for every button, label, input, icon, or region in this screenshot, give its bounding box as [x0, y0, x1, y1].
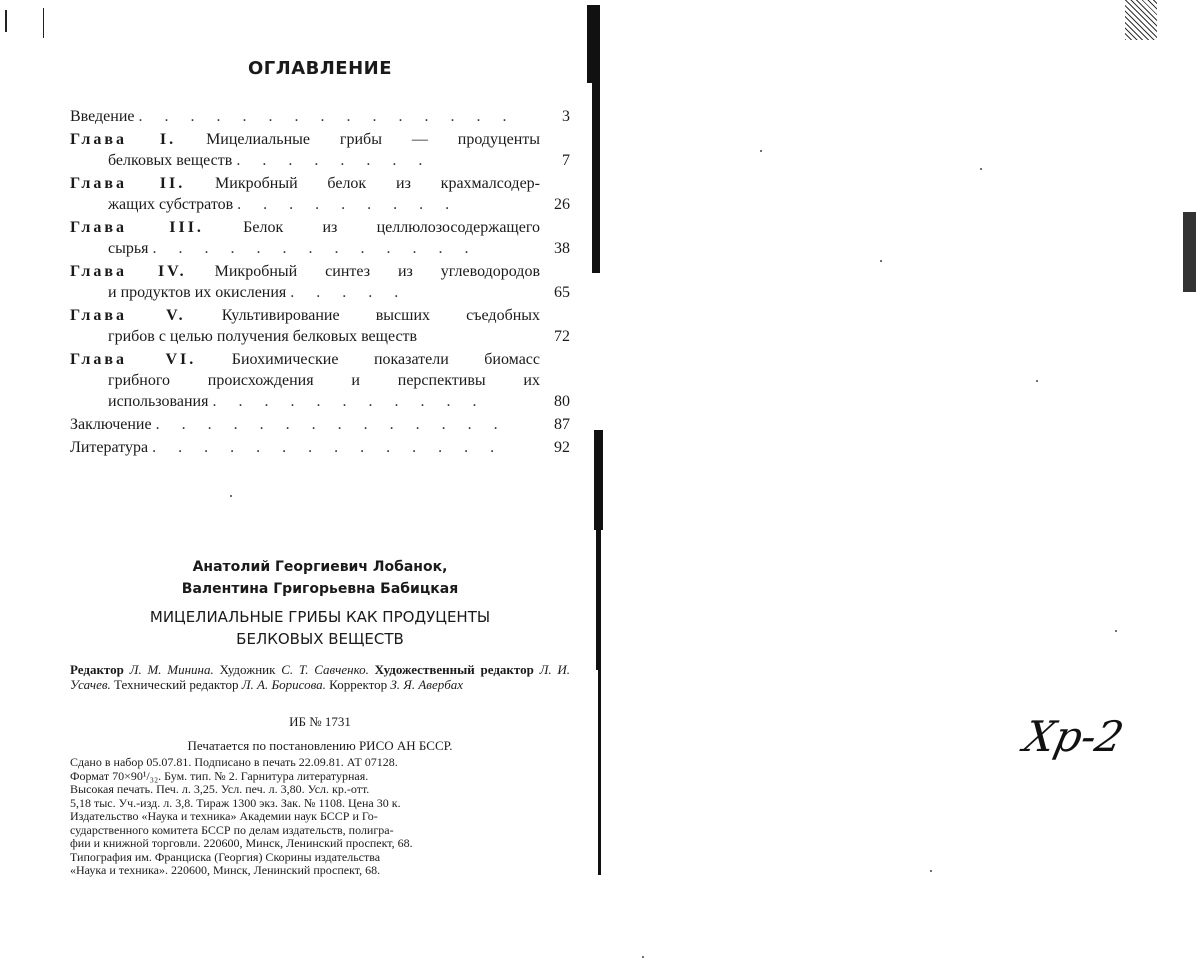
scan-edge-mark [5, 10, 7, 32]
toc-entry-title: жащих субстратов [108, 196, 234, 213]
print-line: сударственного комитета БССР по делам издательств, полигра- [70, 822, 394, 837]
print-line: «Наука и техника». 220600, Минск, Ленинский проспект, 68. [70, 863, 381, 877]
credit-label: Художник [219, 662, 276, 677]
toc-entry-title: Заключение [70, 416, 152, 433]
scan-speck [930, 870, 932, 872]
book-title-line: МИЦЕЛИАЛЬНЫЕ ГРИБЫ КАК ПРОДУЦЕНТЫ [149, 608, 491, 626]
book-spine-shadow [587, 5, 600, 83]
author-name: Валентина Григорьевна Бабицкая [181, 581, 459, 597]
scan-speck [1036, 380, 1038, 382]
book-spine-shadow [592, 83, 600, 273]
toc-page-number: 7 [562, 152, 570, 169]
toc-entry [70, 129, 570, 171]
credit-name: Л. И. Усачев. [70, 662, 571, 692]
toc-entry [70, 349, 570, 412]
toc-entry-title: Микробный синтез из углеводородов [214, 263, 541, 280]
toc-entry-title: Биохимические показатели биомасс [231, 351, 540, 368]
authors [70, 556, 570, 600]
toc-page-number: 92 [554, 439, 570, 456]
book-title-line: БЕЛКОВЫХ ВЕЩЕСТВ [236, 630, 404, 648]
print-line: фии и книжной торговли. 220600, Минск, Ленинский проспект, 68. [70, 836, 413, 850]
toc-entry [70, 305, 570, 347]
toc-entry [70, 217, 570, 259]
print-line: 5,18 тыс. Уч.-изд. л. 3,8. Тираж 1300 экз. Зак. № 1108. Цена 30 к. [70, 795, 401, 810]
toc-entry-title: Культивирование высших съедобных [221, 307, 541, 324]
toc-entry-title: и продуктов их окисления [108, 284, 287, 301]
book-title [70, 606, 570, 650]
toc-page-number: 87 [554, 416, 570, 433]
scan-speck [880, 260, 882, 262]
credit-label: Корректор [329, 677, 388, 692]
toc-entry-title: Микробный белок из крахмалсодер- [215, 175, 541, 192]
print-approval: Печатается по постановлению РИСО АН БССР. [187, 738, 453, 753]
toc-entry [70, 414, 570, 435]
toc-entry-title: грибов с целью получения белковых веществ [108, 328, 418, 345]
dot-leader: . . . . . . . . . . . . . . . [138, 108, 516, 125]
scan-speck [230, 495, 232, 497]
toc-entry-title: Мицелиальные грибы — продуценты [206, 131, 540, 148]
toc-entry [70, 437, 570, 458]
toc-entry-title: Введение [70, 108, 135, 125]
toc-page-number: 72 [554, 328, 570, 345]
print-details [70, 756, 570, 878]
print-line: Издательство «Наука и техника» Академии наук БССР и Го- [70, 809, 378, 823]
scan-speck [642, 956, 644, 958]
toc-chapter-label: Глава IV. [70, 263, 187, 280]
credit-label: Редактор [70, 662, 124, 677]
credit-name: Л. М. Минина. [129, 662, 214, 677]
print-line: Типография им. Франциска (Георгия) Скорины издательства [70, 849, 381, 864]
toc-entry-title: Литература [70, 439, 149, 456]
toc-chapter-label: Глава VI. [70, 351, 197, 368]
dot-leader: . . . . . . . . [236, 152, 432, 169]
credit-label: Художественный редактор [374, 662, 534, 677]
toc-entry [70, 261, 570, 303]
credit-name: С. Т. Савченко. [281, 662, 369, 677]
credit-name: Л. А. Борисова. [241, 677, 326, 692]
toc-entry [70, 173, 570, 215]
dot-leader: . . . . . . . . . . . . . . [152, 439, 504, 456]
scan-speck [760, 150, 762, 152]
dot-leader: . . . . . . . . . . . . . [152, 240, 478, 257]
right-page [600, 0, 1200, 971]
scan-speck [1115, 630, 1117, 632]
toc-entry-title: использования [108, 393, 209, 410]
toc-entry [70, 106, 570, 127]
print-line: Высокая печать. Печ. л. 3,25. Усл. печ. л. 3,80. Усл. кр.-отт. [70, 782, 370, 796]
ib-number: ИБ № 1731 [289, 714, 351, 729]
credit-name: З. Я. Авербах [390, 677, 464, 692]
toc-entry-title: белковых веществ [108, 152, 233, 169]
scan-edge-mark [43, 8, 44, 38]
dot-leader: . . . . . . . . . . . . . . [155, 416, 507, 433]
toc-chapter-label: Глава I. [70, 131, 177, 148]
dot-leader: . . . . . . . . . [237, 196, 459, 213]
toc-chapter-label: Глава V. [70, 307, 186, 324]
toc-entry-title: Белок из целлюлозосодержащего [243, 219, 541, 236]
credit-label: Технический редактор [114, 677, 239, 692]
toc-chapter-label: Глава II. [70, 175, 186, 192]
print-line: Формат 70×90¹/₃₂. Бум. тип. № 2. Гарнитура литературная. [70, 768, 369, 783]
editorial-credits [70, 662, 570, 692]
toc-chapter-label: Глава III. [70, 219, 204, 236]
dot-leader: . . . . . . . . . . . [212, 393, 486, 410]
author-name: Анатолий Георгиевич Лобанок, [192, 559, 448, 575]
toc-page-number: 80 [554, 393, 570, 410]
dot-leader: . . . . . [290, 284, 408, 301]
toc-page-number: 3 [562, 108, 570, 125]
toc-page-number: 26 [554, 196, 570, 213]
table-of-contents [70, 106, 570, 460]
toc-entry-title: грибного происхождения и перспективы их [108, 372, 540, 389]
scan-edge-mark [1183, 212, 1196, 292]
toc-heading: ОГЛАВЛЕНИЕ [247, 58, 393, 79]
toc-page-number: 38 [554, 240, 570, 257]
scan-corner-mark [1125, 0, 1157, 40]
toc-entry-title: сырья [108, 240, 149, 257]
toc-page-number: 65 [554, 284, 570, 301]
print-line: Сдано в набор 05.07.81. Подписано в печать 22.09.81. АТ 07128. [70, 755, 398, 769]
scan-speck [980, 168, 982, 170]
handwritten-note: Хр-2 [1019, 712, 1128, 761]
